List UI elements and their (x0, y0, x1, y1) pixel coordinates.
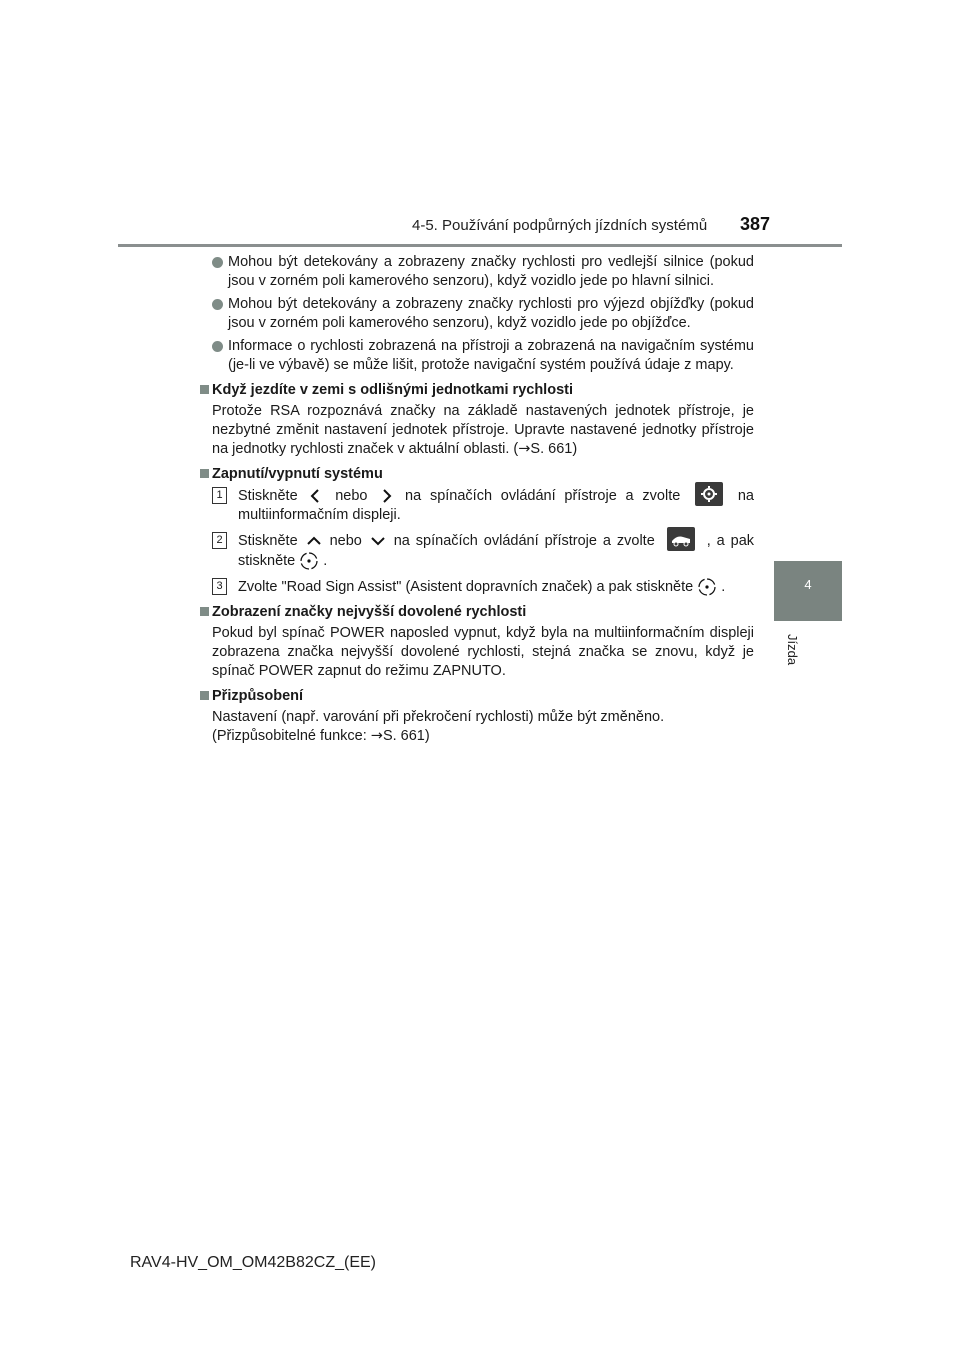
bullet-item: Mohou být detekovány a zobrazeny značky rychlosti pro vedlejší silnice (pokud jsou v zorném poli kamerového senzoru), když vozidlo jede po hlavní silnici. (212, 253, 754, 291)
section-heading-custom: Přizpůsobení (200, 687, 754, 706)
chevron-left-icon (306, 488, 326, 504)
footer-code: RAV4-HV_OM_OM42B82CZ_(EE) (130, 1254, 376, 1271)
chevron-up-icon (304, 533, 324, 549)
section-square-icon (200, 691, 209, 700)
reference-arrow-icon: → (518, 441, 531, 457)
chapter-tab (774, 561, 842, 621)
bullet-dot-icon (212, 341, 223, 352)
section-heading-units: Když jezdíte v zemi s odlišnými jednotkami rychlosti (200, 381, 754, 400)
step-number: 1 (212, 487, 227, 504)
step-2: 2 Stiskněte nebo na spínačích ovládání přístroje a zvolte , a pak stiskněte . (212, 531, 754, 571)
section-square-icon (200, 607, 209, 616)
chapter-label: Jízda (785, 634, 800, 666)
ok-button-icon (697, 577, 717, 597)
step-3: 3 Zvolte "Road Sign Assist" (Asistent dopravních značek) a pak stiskněte . (212, 577, 754, 597)
bullet-dot-icon (212, 299, 223, 310)
chevron-down-icon (368, 533, 388, 549)
page-number: 387 (740, 214, 771, 234)
section-body-display: Pokud byl spínač POWER naposled vypnut, když byla na multiinformačním displeji zobrazena značka nejvyšší dovolené rychlosti, stejná značka se znovu, když je spínač POWER zapnut do režimu ZAPNUTO. (212, 625, 754, 679)
step-number: 2 (212, 532, 227, 549)
step-1: 1 Stiskněte nebo na spínačích ovládání přístroje a zvolte na multiinformačním displeji. (212, 486, 754, 525)
chapter-number: 4 (804, 577, 812, 592)
vehicle-settings-icon (667, 527, 695, 551)
header-rule (118, 244, 842, 247)
settings-gear-icon (695, 482, 723, 506)
header-title: 4-5. Používání podpůrných jízdních systémů (412, 217, 708, 234)
section-heading-onoff: Zapnutí/vypnutí systému (200, 465, 754, 484)
section-square-icon (200, 385, 209, 394)
chevron-right-icon (376, 488, 396, 504)
content (212, 253, 754, 750)
reference-arrow-icon: → (370, 728, 383, 744)
section-body-units: Protože RSA rozpoznává značky na základě nastavených jednotek přístroje, je nezbytné změnit nastavení jednotek přístroje. Upravte nastavené jednotky přístroje na jednotky rychlosti značek v aktuální oblasti. (→S. 661) (212, 403, 754, 457)
section-body-custom: Nastavení (např. varování při překročení rychlosti) může být změněno. (Přizpůsobitelné funkce: →S. 661) (212, 709, 665, 744)
bullet-item: Informace o rychlosti zobrazená na přístroji a zobrazená na navigačním systému (je-li ve výbavě) se může lišit, protože navigační systém používá údaje z mapy. (212, 337, 754, 375)
ok-button-icon (299, 551, 319, 571)
section-heading-display: Zobrazení značky nejvyšší dovolené rychlosti (200, 603, 754, 622)
bullet-item: Mohou být detekovány a zobrazeny značky rychlosti pro výjezd objížďky (pokud jsou v zorném poli kamerového senzoru), když vozidlo jede po objížďce. (212, 295, 754, 333)
section-square-icon (200, 469, 209, 478)
bullet-dot-icon (212, 257, 223, 268)
step-number: 3 (212, 578, 227, 595)
